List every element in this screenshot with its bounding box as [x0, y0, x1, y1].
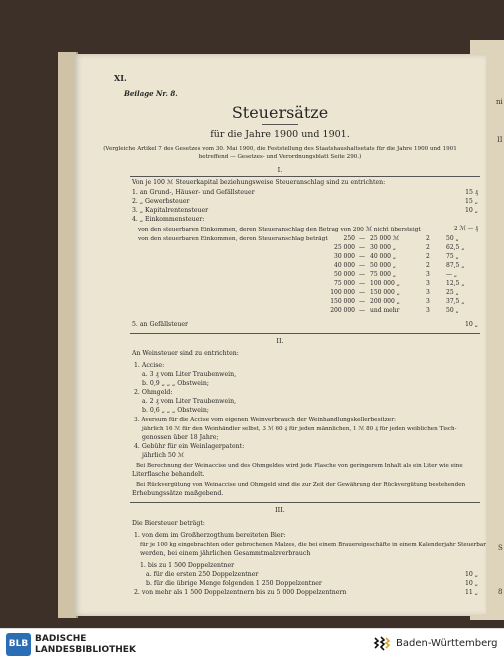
state-coat-of-arms-icon [373, 635, 391, 653]
beer-tax-line: b. für die übrige Menge folgenden 1 250 Doppelzentner [146, 580, 322, 587]
bracket-pfennig: 50 „ [446, 235, 459, 242]
wine-tax-line: a. 3 ₰ vom Liter Traubenwein, [142, 371, 237, 378]
adjacent-page-text: ni [496, 98, 503, 106]
bracket-from: 100 000 [330, 289, 355, 296]
income-bracket-row [74, 235, 486, 244]
section-rule [130, 333, 480, 334]
wine-tax-note: Bei Berechnung der Weinaccise und des Ohmgeldes wird jede Flasche von geringerem Inhalt als ein Liter wie eine [136, 463, 463, 469]
bracket-to: und mehr [370, 307, 400, 314]
library-name-line: LANDESBIBLIOTHEK [35, 645, 136, 655]
bracket-mark: 3 [426, 280, 430, 287]
income-tax-line: von den steuerbaren Einkommen, deren Steueranschlag den Betrag von 200 ℳ nicht übersteigt [138, 227, 421, 233]
beer-tax-line: 1. von dem im Großherzogthum bereiteten Bier: [134, 532, 286, 539]
adjacent-page-text: 8 [498, 588, 503, 596]
bracket-to: 200 000 „ [370, 298, 400, 305]
blb-logo: BLB [6, 633, 31, 656]
beer-tax-value: 11 „ [464, 589, 478, 596]
bracket-pfennig: 25 „ [446, 289, 459, 296]
bracket-from: 250 [343, 235, 355, 242]
bracket-mark: 3 [426, 289, 430, 296]
wine-tax-line: 3. Aversum für die Accise vom eigenen Weinverbrauch der Weinhandlungskellerbesitzer: [134, 417, 396, 423]
beer-tax-line: 1. bis zu 1 500 Doppelzentner [140, 562, 235, 569]
page-number: XI. [114, 73, 127, 83]
bracket-mark: 3 [426, 298, 430, 305]
bracket-from: 25 000 [334, 244, 355, 251]
bracket-to: 75 000 „ [370, 271, 397, 278]
bracket-dash: — [359, 235, 365, 242]
tax-item-value: 15 ₰ [465, 189, 478, 196]
bracket-mark: 3 [426, 307, 430, 314]
bracket-mark: 3 [426, 271, 430, 278]
bracket-dash: — [359, 307, 365, 314]
bracket-from: 50 000 [334, 271, 355, 278]
adjacent-page-text: II [497, 136, 503, 144]
bracket-mark: 2 [426, 235, 430, 242]
section-numeral: I. [277, 166, 283, 174]
page-title: Steuersätze [231, 103, 329, 122]
tax-item-label: 2. „ Gewerbsteuer [132, 198, 190, 205]
bracket-pfennig: 50 „ [446, 307, 459, 314]
section-intro: Die Biersteuer beträgt: [132, 520, 205, 527]
bracket-to: 30 000 „ [370, 244, 397, 251]
bracket-dash: — [359, 280, 365, 287]
tax-item-label: 3. „ Kapitalrentensteuer [132, 207, 209, 214]
income-bracket-row [74, 262, 486, 271]
bracket-mark: 2 [426, 253, 430, 260]
bracket-from: 200 000 [330, 307, 355, 314]
beer-tax-line: a. für die ersten 250 Doppelzentner [146, 571, 259, 578]
bracket-from: 40 000 [334, 262, 355, 269]
title-rule [262, 124, 298, 125]
tax-item-label: 4. „ Einkommensteuer: [132, 216, 205, 223]
beer-tax-value: 10 „ [464, 580, 478, 587]
tax-item-label: 1. an Grund-, Häuser- und Gefällsteuer [132, 189, 255, 196]
document-page [74, 54, 486, 616]
state-name: Baden-Württemberg [396, 638, 498, 649]
bracket-to: 50 000 „ [370, 262, 397, 269]
income-bracket-row [74, 289, 486, 298]
bracket-dash: — [359, 262, 365, 269]
income-bracket-row [74, 244, 486, 253]
section-numeral: II. [276, 337, 284, 345]
bracket-dash: — [359, 253, 365, 260]
beer-tax-value: 10 „ [464, 571, 478, 578]
beer-tax-line: werden, bei einem jährlichen Gesammtmalzverbrauch [140, 550, 311, 557]
income-bracket-row [74, 307, 486, 316]
reference-note-line: betreffend — Gesetzes- und Verordnungsblatt Seite 290.) [198, 154, 362, 160]
beer-tax-line: 2. von mehr als 1 500 Doppelzentnern bis zu 5 000 Doppelzentnern [134, 589, 347, 596]
bracket-pfennig: — „ [446, 271, 458, 278]
section-rule [130, 176, 480, 177]
bracket-dash: — [359, 298, 365, 305]
bracket-dash: — [359, 244, 365, 251]
bracket-to: 25 000 ℳ [370, 235, 400, 242]
tax-item-value: 10 „ [464, 207, 478, 214]
bracket-mark: 2 [426, 244, 430, 251]
bracket-dash: — [359, 289, 365, 296]
wine-tax-note: Literflasche behandelt. [132, 471, 205, 478]
income-bracket-row [74, 253, 486, 262]
tax-item-label: 5. an Gefällsteuer [132, 321, 188, 328]
wine-tax-line: 1. Accise: [134, 362, 165, 369]
wine-tax-line: 2. Ohmgeld: [134, 389, 173, 396]
bracket-pfennig: 62,5 „ [446, 244, 465, 251]
viewer-footer [0, 628, 504, 660]
page-subtitle: für die Jahre 1900 und 1901. [210, 129, 350, 140]
library-name-line: BADISCHE [35, 634, 87, 644]
wine-tax-line: b. 0,6 „ „ „ Obstwein; [142, 407, 209, 414]
tax-item-value: 15 „ [464, 198, 478, 205]
bracket-pfennig: 75 „ [446, 253, 459, 260]
tax-item-value: 10 „ [464, 321, 478, 328]
section-intro: Von je 100 ℳ Steuerkapital beziehungsweise Steueranschlag sind zu entrichten: [132, 179, 386, 186]
section-numeral: III. [275, 506, 285, 514]
bracket-pfennig: 37,5 „ [446, 298, 465, 305]
bracket-to: 40 000 „ [370, 253, 397, 260]
wine-tax-note: Bei Rückvergütung von Weinaccise und Ohmgeld sind die zur Zeit der Gewährung der Rückvergütung bestehenden [136, 482, 466, 488]
bracket-from: 30 000 [334, 253, 355, 260]
beer-tax-line: für je 100 kg eingebrachten oder gebrochenen Malzes, die bei einem Brauereigeschäfte in einem Kalenderjahr Steuerbar [140, 542, 486, 548]
adjacent-page-text: S [498, 544, 503, 552]
library-name [35, 634, 136, 656]
income-bracket-row [74, 280, 486, 289]
bracket-dash: — [359, 271, 365, 278]
bracket-pfennig: 87,5 „ [446, 262, 465, 269]
beilage-label: Beilage Nr. 8. [124, 89, 178, 98]
income-tax-line: von den steuerbaren Einkommen, deren Steueranschlag beträgt [138, 236, 328, 242]
bracket-pfennig: 12,5 „ [446, 280, 465, 287]
bracket-from: 150 000 [330, 298, 355, 305]
income-bracket-table [74, 235, 486, 335]
section-rule [130, 502, 480, 503]
bracket-mark: 2 [426, 262, 430, 269]
bracket-to: 100 000 „ [370, 280, 400, 287]
wine-tax-line: genossen über 18 Jahre; [142, 434, 219, 441]
wine-tax-line: a. 2 ₰ vom Liter Traubenwein, [142, 398, 237, 405]
wine-tax-line: jährlich 16 ℳ für den Weinhändler selbst, 3 ℳ 60 ₰ für jeden männlichen, 1 ℳ 80 ₰ für jeden weiblichen Tisch- [142, 426, 457, 432]
wine-tax-line: 4. Gebühr für ein Weinlagerpatent: [134, 443, 245, 450]
bracket-from: 75 000 [334, 280, 355, 287]
bracket-to: 150 000 „ [370, 289, 400, 296]
reference-note-line: (Vergleiche Artikel 7 des Gesetzes vom 30. Mai 1900, die Feststellung des Staatshaushaltsetats für die Jahre 1900 und 1901 [103, 146, 457, 152]
income-bracket-row [74, 271, 486, 280]
wine-tax-line: jährlich 50 ℳ [142, 452, 185, 459]
income-tax-value: 2 ℳ — ₰ [453, 226, 478, 232]
income-bracket-row [74, 298, 486, 307]
wine-tax-line: b. 0,9 „ „ „ Obstwein; [142, 380, 209, 387]
section-intro: An Weinsteuer sind zu entrichten: [132, 350, 239, 357]
wine-tax-note: Erhebungssätze maßgebend. [132, 490, 224, 497]
